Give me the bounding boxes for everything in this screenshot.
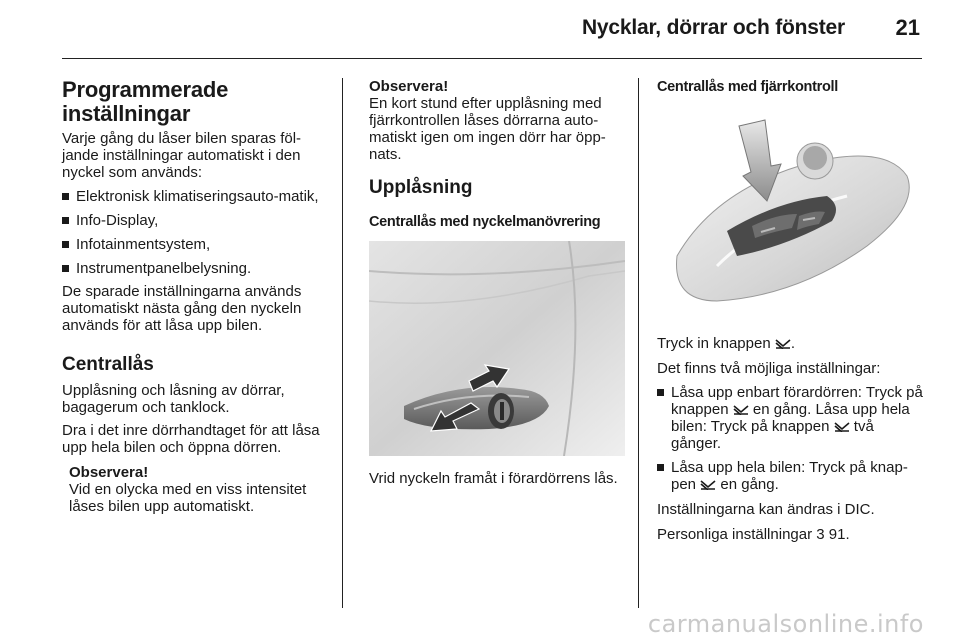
list-item: Låsa upp hela bilen: Tryck på knap-pen en gång.: [657, 459, 923, 493]
list-item: Elektronisk klimatiseringsauto-matik,: [62, 188, 328, 205]
subheading-key-operation: Centrallås med nyckelmanövrering: [369, 214, 601, 230]
note-title: Observera!: [69, 464, 149, 481]
note-text: En kort stund efter upplåsning med fjärrkontrollen låses dörrarna auto-matiskt igen om ingen dörr har öpp-nats.: [369, 95, 606, 163]
list-item: Infotainmentsystem,: [62, 236, 328, 253]
bullet-square-icon: [62, 193, 69, 200]
list-item: Låsa upp enbart förardörren: Tryck på knappen en gång. Låsa upp hela bilen: Tryck på knappen två gånger.: [657, 384, 923, 452]
central-lock-paragraph: Upplåsning och låsning av dörrar, bagagerum och tanklock.: [62, 382, 285, 416]
options-intro: Det finns två möjliga inställningar:: [657, 360, 881, 377]
bullet-square-icon: [62, 265, 69, 272]
bullet-square-icon: [62, 217, 69, 224]
note-title: Observera!: [369, 78, 449, 95]
section-heading-programmed: Programmerade inställningar: [62, 77, 229, 126]
dic-paragraph: Inställningarna kan ändras i DIC.: [657, 501, 875, 518]
section-heading-central-lock: Centrallås: [62, 354, 154, 375]
page-header: [0, 0, 960, 58]
bullet-square-icon: [657, 464, 664, 471]
bullet-square-icon: [62, 241, 69, 248]
list-item: Instrumentpanelbelysning.: [62, 260, 328, 277]
section-heading-unlocking: Upplåsning: [369, 177, 473, 198]
unlock-button-icon: [733, 405, 749, 415]
column-divider-2: [638, 78, 639, 608]
door-handle-paragraph: Dra i det inre dörrhandtaget för att låsa upp hela bilen och öppna dörren.: [62, 422, 320, 456]
intro-paragraph: Varje gång du låser bilen sparas föl-jande inställningar automatiskt i den nyckel som används:: [62, 130, 302, 181]
saved-settings-list: [62, 188, 328, 277]
unlock-button-icon: [834, 422, 850, 432]
remote-key-illustration: [657, 106, 923, 321]
column-2: [369, 78, 625, 487]
note-text: Vid en olycka med en viss intensitet låses bilen upp automatiskt.: [69, 481, 307, 515]
note-box: [62, 464, 328, 515]
column-1: [62, 78, 328, 515]
door-lock-key-illustration: [369, 241, 625, 456]
press-button-paragraph: Tryck in knappen .: [657, 335, 796, 352]
cross-reference: Personliga inställningar 3 91.: [657, 526, 850, 543]
column-3: [657, 78, 923, 543]
page-number: 21: [895, 15, 920, 40]
header-rule: [62, 58, 922, 59]
unlock-options-list: [657, 384, 923, 493]
running-title: Nycklar, dörrar och fönster: [581, 16, 845, 39]
unlock-button-icon: [775, 339, 791, 349]
list-item: Info-Display,: [62, 212, 328, 229]
unlock-button-icon: [700, 480, 716, 490]
note-box: [369, 78, 625, 163]
subheading-remote-control: Centrallås med fjärrkontroll: [657, 79, 838, 95]
bullet-square-icon: [657, 389, 664, 396]
column-divider-1: [342, 78, 343, 608]
watermark: carmanualsonline.info: [647, 610, 924, 638]
saved-settings-paragraph: De sparade inställningarna används automatiskt nästa gång den nyckeln används för att låsa upp bilen.: [62, 283, 302, 334]
cross-reference-arrow-icon: 3: [816, 526, 825, 543]
figure-caption: Vrid nyckeln framåt i förardörrens lås.: [369, 470, 618, 487]
